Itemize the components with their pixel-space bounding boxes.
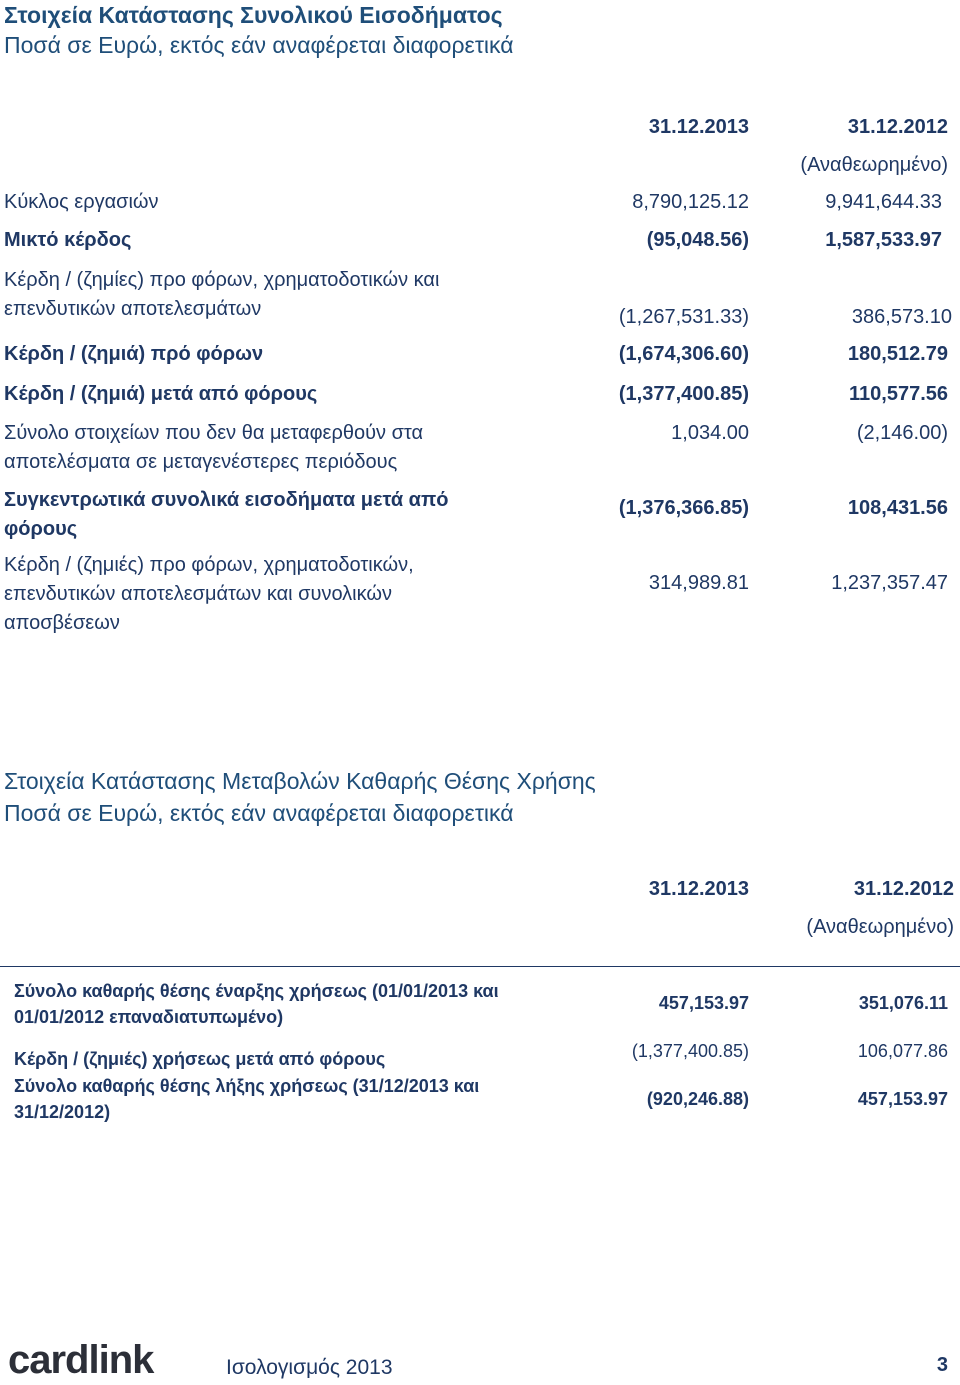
row-pbt-2013: (1,674,306.60) bbox=[618, 343, 749, 365]
row-total-comprehensive-2013: (1,376,366.85) bbox=[618, 497, 749, 519]
equity-opening-label: Σύνολο καθαρής θέσης έναρξης χρήσεως (01/01/2013 και 01/01/2012 επαναδιατυπωμένο) bbox=[14, 981, 499, 1027]
section1-col2-header: 31.12.2012 bbox=[847, 116, 948, 138]
row-pbt-label: Κέρδη / (ζημιά) πρό φόρων bbox=[4, 343, 264, 365]
cardlink-logo: cardlink bbox=[8, 1338, 154, 1382]
equity-opening-2012: 351,076.11 bbox=[858, 993, 948, 1013]
row-ebitda-2013: 314,989.81 bbox=[648, 572, 749, 594]
section2-title: Στοιχεία Κατάστασης Μεταβολών Καθαρής Θέσης Χρήσης bbox=[4, 768, 596, 794]
equity-pat-2013: (1,377,400.85) bbox=[631, 1041, 749, 1061]
equity-closing-2013: (920,246.88) bbox=[646, 1089, 749, 1109]
section1-subtitle: Ποσά σε Ευρώ, εκτός εάν αναφέρεται διαφορετικά bbox=[4, 32, 514, 58]
section2-col2-header: 31.12.2012 bbox=[853, 878, 954, 900]
row-pbt-2012: 180,512.79 bbox=[847, 343, 948, 365]
row-oci-label: Σύνολο στοιχείων που δεν θα μεταφερθούν στα αποτελέσματα σε μεταγενέστερες περιόδους bbox=[4, 422, 424, 473]
row-gross-profit-label: Μικτό κέρδος bbox=[4, 229, 132, 251]
section1-title: Στοιχεία Κατάστασης Συνολικού Εισοδήματος bbox=[4, 2, 503, 28]
equity-pat-label: Κέρδη / (ζημιές) χρήσεως μετά από φόρους bbox=[14, 1049, 386, 1069]
footer-document-name: Ισολογισμός 2013 bbox=[226, 1356, 393, 1379]
row-pat-2012: 110,577.56 bbox=[849, 383, 948, 405]
equity-closing-2012: 457,153.97 bbox=[857, 1089, 948, 1109]
section1-col2-note: (Αναθεωρημένο) bbox=[800, 154, 948, 176]
row-total-comprehensive-label: Συγκεντρωτικά συνολικά εισοδήματα μετά από φόρους bbox=[4, 489, 449, 540]
row-ebit-2013: (1,267,531.33) bbox=[618, 306, 749, 328]
row-ebitda-2012: 1,237,357.47 bbox=[831, 572, 948, 594]
section2-col2-note: (Αναθεωρημένο) bbox=[806, 916, 954, 938]
row-revenue-2012: 9,941,644.33 bbox=[825, 191, 942, 213]
table-top-rule bbox=[0, 966, 960, 967]
row-oci-2012: (2,146.00) bbox=[856, 422, 948, 444]
row-pat-label: Κέρδη / (ζημιά) μετά από φόρους bbox=[4, 383, 318, 405]
section2-subtitle: Ποσά σε Ευρώ, εκτός εάν αναφέρεται διαφορετικά bbox=[4, 800, 514, 826]
row-gross-profit-2013: (95,048.56) bbox=[646, 229, 749, 251]
row-gross-profit-2012: 1,587,533.97 bbox=[825, 229, 942, 251]
section1-col1-header: 31.12.2013 bbox=[648, 116, 749, 138]
row-revenue-label: Κύκλος εργασιών bbox=[4, 191, 159, 213]
row-ebit-2012: 386,573.10 bbox=[851, 306, 952, 328]
equity-closing-label: Σύνολο καθαρής θέσης λήξης χρήσεως (31/12/2013 και 31/12/2012) bbox=[14, 1076, 480, 1122]
row-ebitda-label: Κέρδη / (ζημιές) προ φόρων, χρηματοδοτικών, επενδυτικών αποτελεσμάτων και συνολικών αποσβέσεων bbox=[4, 554, 414, 634]
page-number: 3 bbox=[936, 1354, 948, 1376]
row-total-comprehensive-2012: 108,431.56 bbox=[847, 497, 948, 519]
row-ebit-label: Κέρδη / (ζημίες) προ φόρων, χρηματοδοτικών και επενδυτικών αποτελεσμάτων bbox=[4, 269, 440, 320]
equity-opening-2013: 457,153.97 bbox=[658, 993, 749, 1013]
row-pat-2013: (1,377,400.85) bbox=[618, 383, 749, 405]
row-oci-2013: 1,034.00 bbox=[671, 422, 749, 444]
equity-pat-2012: 106,077.86 bbox=[857, 1041, 948, 1061]
row-revenue-2013: 8,790,125.12 bbox=[632, 191, 749, 213]
section2-col1-header: 31.12.2013 bbox=[648, 878, 749, 900]
